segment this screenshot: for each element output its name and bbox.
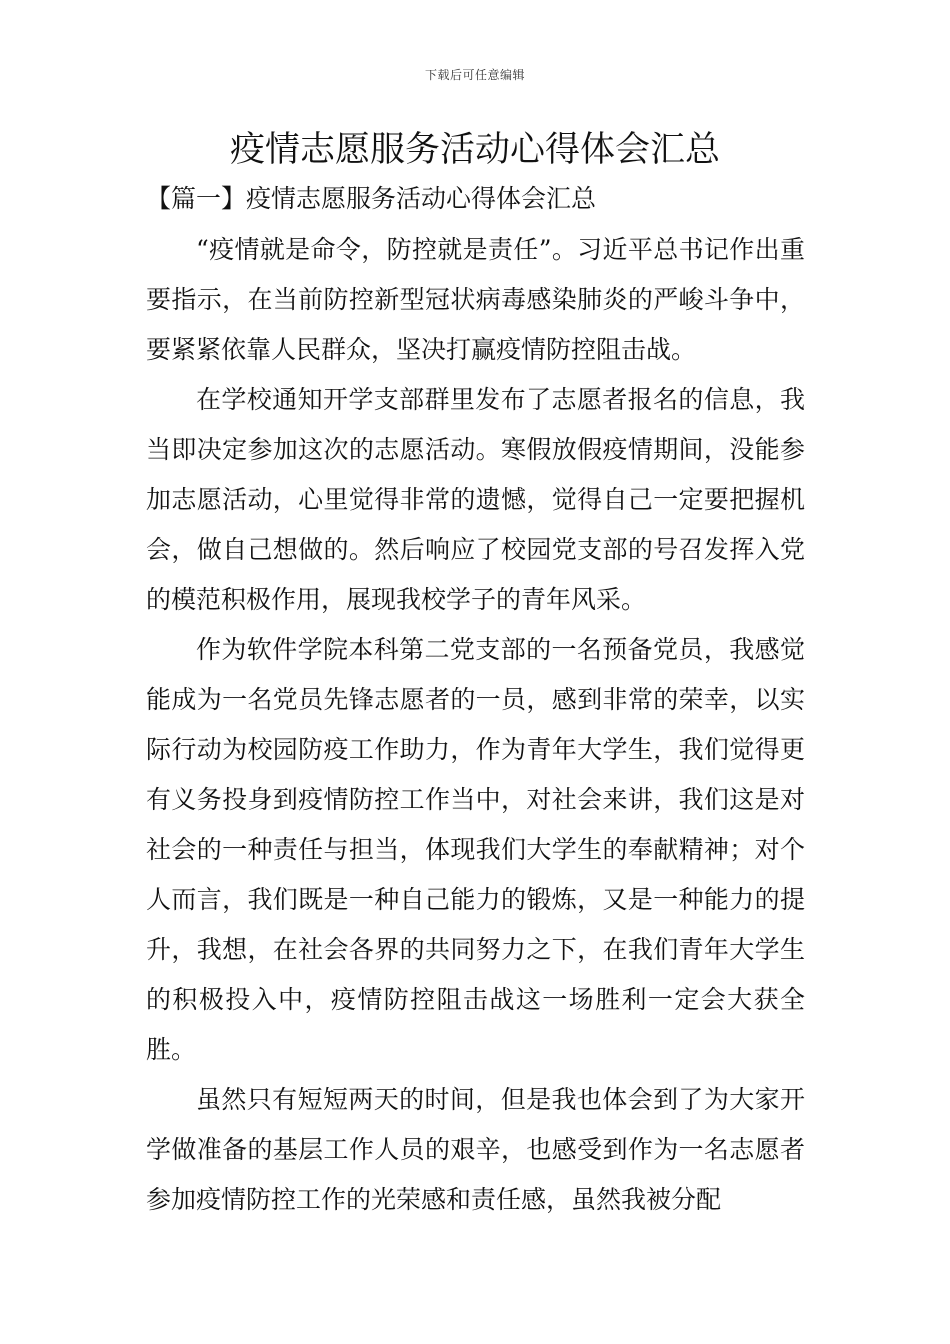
document-body [146,225,805,1225]
header-note: 下载后可任意编辑 [424,68,525,82]
section-heading: 【篇一】疫情志愿服务活动心得体会汇总 [146,184,597,213]
paragraph-4: 虽然只有短短两天的时间，但是我也体会到了为大家开学做准备的基层工作人员的艰辛，也感受到作为一名志愿者参加疫情防控工作的光荣感和责任感，虽然我被分配 [146,1085,805,1214]
paragraph-3: 作为软件学院本科第二党支部的一名预备党员，我感觉能成为一名党员先锋志愿者的一员，感到非常的荣幸，以实际行动为校园防疫工作助力，作为青年大学生，我们觉得更有义务投身到疫情防控工作当中，对社会来讲，我们这是对社会的一种责任与担当，体现我们大学生的奉献精神；对个人而言，我们既是一种自己能力的锻炼，又是一种能力的提升，我想，在社会各界的共同努力之下，在我们青年大学生的积极投入中，疫情防控阻击战这一场胜利一定会大获全胜。 [146,635,805,1064]
document-title: 疫情志愿服务活动心得体会汇总 [229,130,720,170]
paragraph-1: “疫情就是命令，防控就是责任”。习近平总书记作出重要指示，在当前防控新型冠状病毒感染肺炎的严峻斗争中，要紧紧依靠人民群众，坚决打赢疫情防控阻击战。 [146,235,805,364]
paragraph-2: 在学校通知开学支部群里发布了志愿者报名的信息，我当即决定参加这次的志愿活动。寒假放假疫情期间，没能参加志愿活动，心里觉得非常的遗憾，觉得自己一定要把握机会，做自己想做的。然后响应了校园党支部的号召发挥入党的模范积极作用，展现我校学子的青年风采。 [146,385,805,614]
